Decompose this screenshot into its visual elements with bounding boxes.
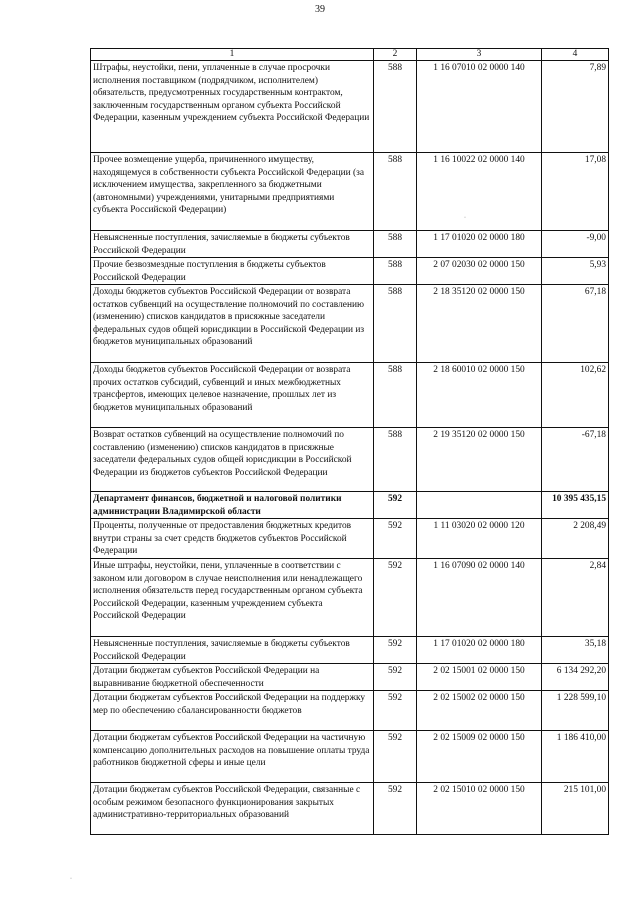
row-name: Невыясненные поступления, зачисляемые в бюджеты субъектов Российской Федерации: [91, 637, 374, 664]
table-row: [91, 258, 609, 285]
row-name: Прочие безвозмездные поступления в бюджеты субъектов Российской Федерации: [91, 258, 374, 285]
row-code: 1 16 07090 02 0000 140: [417, 559, 542, 637]
row-admin: 592: [374, 664, 417, 691]
row-code: 2 02 15002 02 0000 150: [417, 691, 542, 731]
row-admin: 588: [374, 61, 417, 153]
table-row: [91, 153, 609, 231]
row-name: Дотации бюджетам субъектов Российской Федерации, связанные с особым режимом безопасного функционирования закрытых административно-территориальных образований: [91, 783, 374, 835]
row-code: 1 11 03020 02 0000 120: [417, 519, 542, 559]
row-admin: 592: [374, 637, 417, 664]
row-admin: 588: [374, 428, 417, 492]
column-header-admin: 2: [374, 49, 417, 61]
table-row: [91, 783, 609, 835]
row-code: 1 17 01020 02 0000 180: [417, 231, 542, 258]
table-row: [91, 231, 609, 258]
row-admin: 592: [374, 783, 417, 835]
row-admin: 588: [374, 258, 417, 285]
row-code: 2 07 02030 02 0000 150: [417, 258, 542, 285]
table-row-department: [91, 492, 609, 519]
row-name: Доходы бюджетов субъектов Российской Федерации от возврата остатков субвенций на осуществление полномочий по составлению (изменению) списков кандидатов в присяжные заседатели федеральных судов общей юрисдикции в Российской Федерации из бюджетов муниципальных образований: [91, 285, 374, 363]
scan-speck: ·: [464, 215, 466, 221]
row-admin: 592: [374, 731, 417, 783]
row-amount: 6 134 292,20: [542, 664, 609, 691]
row-code: 1 16 10022 02 0000 140: [417, 153, 542, 231]
row-name: Дотации бюджетам субъектов Российской Федерации на поддержку мер по обеспечению сбалансированности бюджетов: [91, 691, 374, 731]
row-name: Дотации бюджетам субъектов Российской Федерации на частичную компенсацию дополнительных расходов на повышение оплаты труда работников бюджетной сферы и иные цели: [91, 731, 374, 783]
row-name: Прочее возмещение ущерба, причиненного имуществу, находящемуся в собственности субъекта Российской Федерации (за исключением имущества, закрепленного за бюджетными (автономными) учреждениями, унитарными предприятиями субъекта Российской Федерации): [91, 153, 374, 231]
row-name: Дотации бюджетам субъектов Российской Федерации на выравнивание бюджетной обеспеченности: [91, 664, 374, 691]
row-code: [417, 492, 542, 519]
row-amount: -9,00: [542, 231, 609, 258]
row-code: 1 17 01020 02 0000 180: [417, 637, 542, 664]
table-row: [91, 637, 609, 664]
row-amount: 1 186 410,00: [542, 731, 609, 783]
row-amount: 215 101,00: [542, 783, 609, 835]
row-code: 2 02 15010 02 0000 150: [417, 783, 542, 835]
row-amount: 67,18: [542, 285, 609, 363]
row-code: 2 02 15009 02 0000 150: [417, 731, 542, 783]
page-number: 39: [315, 4, 325, 15]
scan-speck: ·: [70, 876, 72, 882]
row-code: 2 19 35120 02 0000 150: [417, 428, 542, 492]
row-admin: 588: [374, 363, 417, 428]
row-code: 1 16 07010 02 0000 140: [417, 61, 542, 153]
column-header-code: 3: [417, 49, 542, 61]
row-admin: 592: [374, 559, 417, 637]
row-amount: -67,18: [542, 428, 609, 492]
row-code: 2 18 35120 02 0000 150: [417, 285, 542, 363]
table-row: [91, 664, 609, 691]
row-code: 2 02 15001 02 0000 150: [417, 664, 542, 691]
table-row: [91, 731, 609, 783]
row-admin: 592: [374, 519, 417, 559]
row-name: Невыясненные поступления, зачисляемые в бюджеты субъектов Российской Федерации: [91, 231, 374, 258]
column-header-amount: 4: [542, 49, 609, 61]
row-amount: 2,84: [542, 559, 609, 637]
row-amount: 1 228 599,10: [542, 691, 609, 731]
row-name: Штрафы, неустойки, пени, уплаченные в случае просрочки исполнения поставщиком (подрядчиком, исполнителем) обязательств, предусмотренных государственным контрактом, заключенным государственным органом субъекта Российской Федерации, казенным учреждением субъекта Российской Федерации: [91, 61, 374, 153]
row-amount: 35,18: [542, 637, 609, 664]
row-admin: 588: [374, 285, 417, 363]
row-amount: 2 208,49: [542, 519, 609, 559]
table-header-row: [91, 49, 609, 61]
table-row: [91, 559, 609, 637]
row-admin: 588: [374, 153, 417, 231]
table-row: [91, 428, 609, 492]
row-admin: 588: [374, 231, 417, 258]
table-row: [91, 519, 609, 559]
row-name: Департамент финансов, бюджетной и налоговой политики администрации Владимирской области: [91, 492, 374, 519]
row-name: Возврат остатков субвенций на осуществление полномочий по составлению (изменению) списков кандидатов в присяжные заседатели федеральных судов общей юрисдикции в Российской Федерации из бюджетов субъектов Российской Федерации: [91, 428, 374, 492]
row-name: Проценты, полученные от предоставления бюджетных кредитов внутри страны за счет средств бюджетов субъектов Российской Федерации: [91, 519, 374, 559]
table-row: [91, 61, 609, 153]
row-amount: 102,62: [542, 363, 609, 428]
row-amount: 17,08: [542, 153, 609, 231]
table-row: [91, 363, 609, 428]
revenue-table: [90, 48, 609, 835]
row-amount: 5,93: [542, 258, 609, 285]
column-header-name: 1: [91, 49, 374, 61]
row-admin: 592: [374, 492, 417, 519]
row-amount: 10 395 435,15: [542, 492, 609, 519]
row-code: 2 18 60010 02 0000 150: [417, 363, 542, 428]
table-row: [91, 285, 609, 363]
row-name: Иные штрафы, неустойки, пени, уплаченные в соответствии с законом или договором в случае неисполнения или ненадлежащего исполнения обязательств перед государственным органом субъекта Российской Федерации, казенным учреждением субъекта Российской Федерации: [91, 559, 374, 637]
row-amount: 7,89: [542, 61, 609, 153]
row-name: Доходы бюджетов субъектов Российской Федерации от возврата прочих остатков субсидий, субвенций и иных межбюджетных трансфертов, имеющих целевое назначение, прошлых лет из бюджетов муниципальных образований: [91, 363, 374, 428]
table-row: [91, 691, 609, 731]
row-admin: 592: [374, 691, 417, 731]
